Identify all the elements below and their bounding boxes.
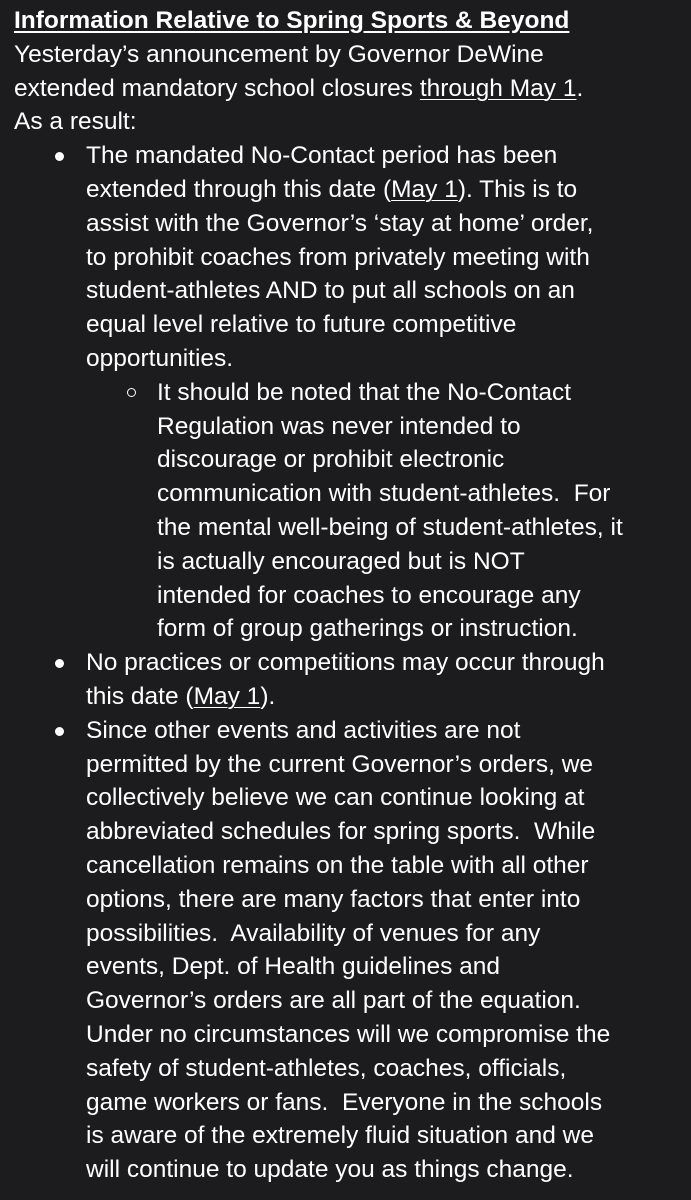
bullet-line: game workers or fans. Everyone in the schools: [86, 1088, 603, 1116]
sub-bullet-list: [86, 376, 684, 646]
bullet-item-no-practices: [86, 646, 684, 714]
bullet-dot-icon: [55, 659, 64, 668]
bullet-dot-icon: [55, 152, 64, 161]
bullet-line: options, there are many factors that enter into: [86, 885, 581, 913]
underlined-date: May 1: [391, 175, 458, 203]
bullet-line: No practices or competitions may occur through: [86, 649, 605, 677]
bullet-text: ).: [260, 682, 276, 710]
sub-bullet-line: form of group gatherings or instruction.: [157, 615, 578, 643]
intro-line: [14, 72, 684, 106]
bullet-line: permitted by the current Governor’s orders, we: [86, 750, 594, 778]
bullet-text: ). This is to: [457, 175, 578, 203]
bullet-line: opportunities.: [86, 344, 234, 372]
bullet-line: collectively believe we can continue looking at: [86, 784, 585, 812]
underlined-date: May 1: [193, 682, 261, 710]
bullet-line: [86, 680, 684, 714]
intro-text: extended mandatory school closures: [14, 74, 420, 102]
document-title: Information Relative to Spring Sports & Beyond: [14, 7, 570, 34]
bullet-dot-icon: [55, 727, 64, 736]
bullet-line: Since other events and activities are not: [86, 716, 521, 744]
bullet-line: [86, 173, 684, 207]
bullet-item-abbreviated-schedules: [86, 714, 684, 1187]
sub-bullet-line: is actually encouraged but is NOT: [157, 547, 525, 575]
bullet-line: safety of student-athletes, coaches, officials,: [86, 1054, 567, 1082]
bullet-line: Under no circumstances will we compromise the: [86, 1020, 611, 1048]
bullet-line: assist with the Governor’s ‘stay at home’ order,: [86, 209, 594, 237]
bullet-line: equal level relative to future competitive: [86, 311, 517, 339]
sub-bullet-line: intended for coaches to encourage any: [157, 581, 581, 609]
bullet-line: cancellation remains on the table with all other: [86, 851, 589, 879]
hollow-circle-bullet-icon: [127, 388, 136, 397]
bullet-list: [14, 139, 684, 1187]
intro-paragraph: [14, 38, 684, 139]
intro-line: As a result:: [14, 108, 137, 136]
bullet-text: extended through this date (: [86, 175, 392, 203]
bullet-line: possibilities. Availability of venues for any: [86, 919, 541, 947]
bullet-line: will continue to update you as things change.: [86, 1156, 574, 1184]
bullet-line: The mandated No-Contact period has been: [86, 142, 558, 170]
bullet-line: events, Dept. of Health guidelines and: [86, 953, 501, 981]
sub-bullet-line: Regulation was never intended to: [157, 412, 521, 440]
bullet-line: is aware of the extremely fluid situation and we: [86, 1122, 594, 1150]
intro-line: Yesterday’s announcement by Governor DeWine: [14, 40, 544, 68]
bullet-line: Governor’s orders are all part of the equation.: [86, 987, 581, 1015]
bullet-text: this date (: [86, 682, 194, 710]
document: [14, 4, 684, 1187]
sub-bullet-line: the mental well-being of student-athletes, it: [157, 513, 623, 541]
underlined-date: through May 1: [419, 74, 577, 102]
sub-bullet-line: discourage or prohibit electronic: [157, 446, 505, 474]
bullet-line: student-athletes AND to put all schools on an: [86, 277, 575, 305]
sub-bullet-item-electronic-communication: [157, 376, 684, 646]
sub-bullet-line: It should be noted that the No-Contact: [157, 378, 572, 406]
bullet-line: abbreviated schedules for spring sports. While: [86, 818, 596, 846]
bullet-item-no-contact: [86, 139, 684, 646]
sub-bullet-line: communication with student-athletes. For: [157, 480, 611, 508]
bullet-line: to prohibit coaches from privately meeting with: [86, 243, 590, 271]
intro-text: .: [576, 74, 584, 102]
